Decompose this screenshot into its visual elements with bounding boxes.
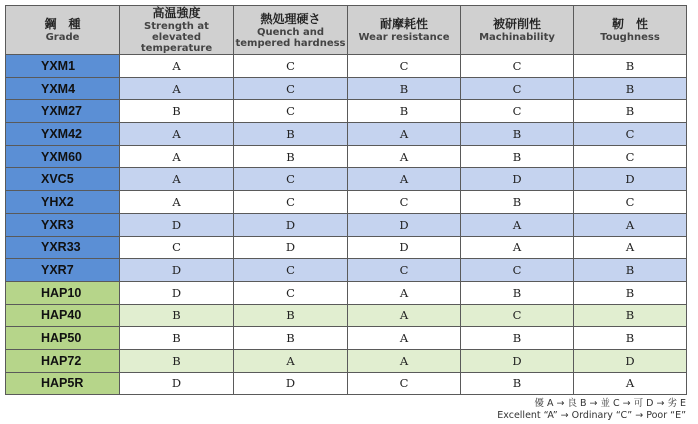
header-machinability-jp: 被研削性 <box>492 17 541 31</box>
grade-comparison-table <box>5 5 687 395</box>
wear-rating-cell: C <box>348 55 461 78</box>
header-hardness <box>234 6 348 55</box>
strength-rating-cell: B <box>120 100 234 123</box>
wear-rating-cell: D <box>348 213 461 236</box>
header-grade-jp: 鋼 種 <box>44 17 81 31</box>
grade-cell: HAP10 <box>6 281 120 304</box>
strength-rating-cell: A <box>120 145 234 168</box>
toughness-rating-cell: D <box>574 349 687 372</box>
table-row <box>6 304 687 327</box>
table-row <box>6 191 687 214</box>
table-row <box>6 236 687 259</box>
wear-rating-cell: A <box>348 123 461 146</box>
grade-cell: YXM27 <box>6 100 120 123</box>
grade-cell: HAP5R <box>6 372 120 395</box>
machinability-rating-cell: C <box>461 100 574 123</box>
grade-cell: HAP40 <box>6 304 120 327</box>
hardness-rating-cell: A <box>234 349 348 372</box>
machinability-rating-cell: B <box>461 191 574 214</box>
wear-rating-cell: A <box>348 145 461 168</box>
hardness-rating-cell: B <box>234 304 348 327</box>
grade-cell: YHX2 <box>6 191 120 214</box>
machinability-rating-cell: B <box>461 123 574 146</box>
strength-rating-cell: A <box>120 123 234 146</box>
header-strength-en: Strength at elevated temperature <box>140 21 213 54</box>
table-body <box>6 55 687 395</box>
machinability-rating-cell: B <box>461 281 574 304</box>
hardness-rating-cell: D <box>234 213 348 236</box>
table-row <box>6 145 687 168</box>
grade-cell: XVC5 <box>6 168 120 191</box>
toughness-rating-cell: C <box>574 145 687 168</box>
legend-line-en: Excellent “A” → Ordinary “C” → Poor “E” <box>497 410 686 421</box>
toughness-rating-cell: B <box>574 77 687 100</box>
table-header <box>6 6 687 55</box>
machinability-rating-cell: C <box>461 77 574 100</box>
wear-rating-cell: B <box>348 100 461 123</box>
hardness-rating-cell: B <box>234 123 348 146</box>
toughness-rating-cell: B <box>574 281 687 304</box>
toughness-rating-cell: B <box>574 304 687 327</box>
hardness-rating-cell: C <box>234 168 348 191</box>
machinability-rating-cell: C <box>461 55 574 78</box>
toughness-rating-cell: A <box>574 236 687 259</box>
machinability-rating-cell: C <box>461 259 574 282</box>
table-row <box>6 100 687 123</box>
header-machinability-en: Machinability <box>479 32 555 43</box>
table-row <box>6 259 687 282</box>
hardness-rating-cell: C <box>234 100 348 123</box>
strength-rating-cell: A <box>120 55 234 78</box>
toughness-rating-cell: B <box>574 327 687 350</box>
machinability-rating-cell: A <box>461 236 574 259</box>
hardness-rating-cell: C <box>234 55 348 78</box>
toughness-rating-cell: C <box>574 123 687 146</box>
wear-rating-cell: A <box>348 304 461 327</box>
strength-rating-cell: A <box>120 77 234 100</box>
grade-cell: YXR7 <box>6 259 120 282</box>
hardness-rating-cell: C <box>234 77 348 100</box>
strength-rating-cell: C <box>120 236 234 259</box>
grade-cell: YXR3 <box>6 213 120 236</box>
grade-cell: HAP50 <box>6 327 120 350</box>
strength-rating-cell: D <box>120 259 234 282</box>
grade-cell: YXR33 <box>6 236 120 259</box>
header-grade <box>6 6 120 55</box>
legend-line-jp: 優 A → 良 B → 並 C → 可 D → 劣 E <box>534 398 686 409</box>
strength-rating-cell: D <box>120 372 234 395</box>
hardness-rating-cell: C <box>234 259 348 282</box>
machinability-rating-cell: D <box>461 349 574 372</box>
header-wear-jp: 耐摩耗性 <box>379 17 428 31</box>
toughness-rating-cell: C <box>574 191 687 214</box>
toughness-rating-cell: B <box>574 55 687 78</box>
wear-rating-cell: C <box>348 191 461 214</box>
header-toughness-jp: 靭 性 <box>611 17 648 31</box>
toughness-rating-cell: D <box>574 168 687 191</box>
header-toughness <box>574 6 687 55</box>
wear-rating-cell: B <box>348 77 461 100</box>
header-machinability <box>461 6 574 55</box>
table-row <box>6 213 687 236</box>
strength-rating-cell: D <box>120 213 234 236</box>
machinability-rating-cell: D <box>461 168 574 191</box>
hardness-rating-cell: D <box>234 236 348 259</box>
table-row <box>6 168 687 191</box>
wear-rating-cell: C <box>348 259 461 282</box>
machinability-rating-cell: B <box>461 372 574 395</box>
hardness-rating-cell: C <box>234 191 348 214</box>
header-wear-en: Wear resistance <box>358 32 450 43</box>
hardness-rating-cell: B <box>234 327 348 350</box>
toughness-rating-cell: A <box>574 372 687 395</box>
wear-rating-cell: A <box>348 168 461 191</box>
grade-cell: YXM42 <box>6 123 120 146</box>
wear-rating-cell: D <box>348 236 461 259</box>
table-row <box>6 55 687 78</box>
wear-rating-cell: A <box>348 327 461 350</box>
strength-rating-cell: A <box>120 191 234 214</box>
header-hardness-jp: 熱処理硬さ <box>260 11 321 26</box>
hardness-rating-cell: B <box>234 145 348 168</box>
machinability-rating-cell: B <box>461 327 574 350</box>
table-row <box>6 327 687 350</box>
grade-cell: HAP72 <box>6 349 120 372</box>
wear-rating-cell: C <box>348 372 461 395</box>
machinability-rating-cell: B <box>461 145 574 168</box>
header-strength-jp: 高温強度 <box>152 6 201 20</box>
strength-rating-cell: B <box>120 304 234 327</box>
table-row <box>6 77 687 100</box>
wear-rating-cell: A <box>348 349 461 372</box>
toughness-rating-cell: A <box>574 213 687 236</box>
header-toughness-en: Toughness <box>600 32 660 43</box>
hardness-rating-cell: D <box>234 372 348 395</box>
rating-legend <box>497 398 686 422</box>
machinability-rating-cell: A <box>461 213 574 236</box>
grade-cell: YXM60 <box>6 145 120 168</box>
header-strength <box>120 6 234 55</box>
table-row <box>6 123 687 146</box>
toughness-rating-cell: B <box>574 259 687 282</box>
header-hardness-en: Quench and tempered hardness <box>235 26 346 49</box>
table-row <box>6 281 687 304</box>
table-row <box>6 372 687 395</box>
header-wear <box>348 6 461 55</box>
header-grade-en: Grade <box>45 32 80 43</box>
strength-rating-cell: D <box>120 281 234 304</box>
strength-rating-cell: B <box>120 349 234 372</box>
toughness-rating-cell: B <box>574 100 687 123</box>
table-row <box>6 349 687 372</box>
strength-rating-cell: A <box>120 168 234 191</box>
grade-cell: YXM4 <box>6 77 120 100</box>
hardness-rating-cell: C <box>234 281 348 304</box>
wear-rating-cell: A <box>348 281 461 304</box>
grade-cell: YXM1 <box>6 55 120 78</box>
strength-rating-cell: B <box>120 327 234 350</box>
machinability-rating-cell: C <box>461 304 574 327</box>
